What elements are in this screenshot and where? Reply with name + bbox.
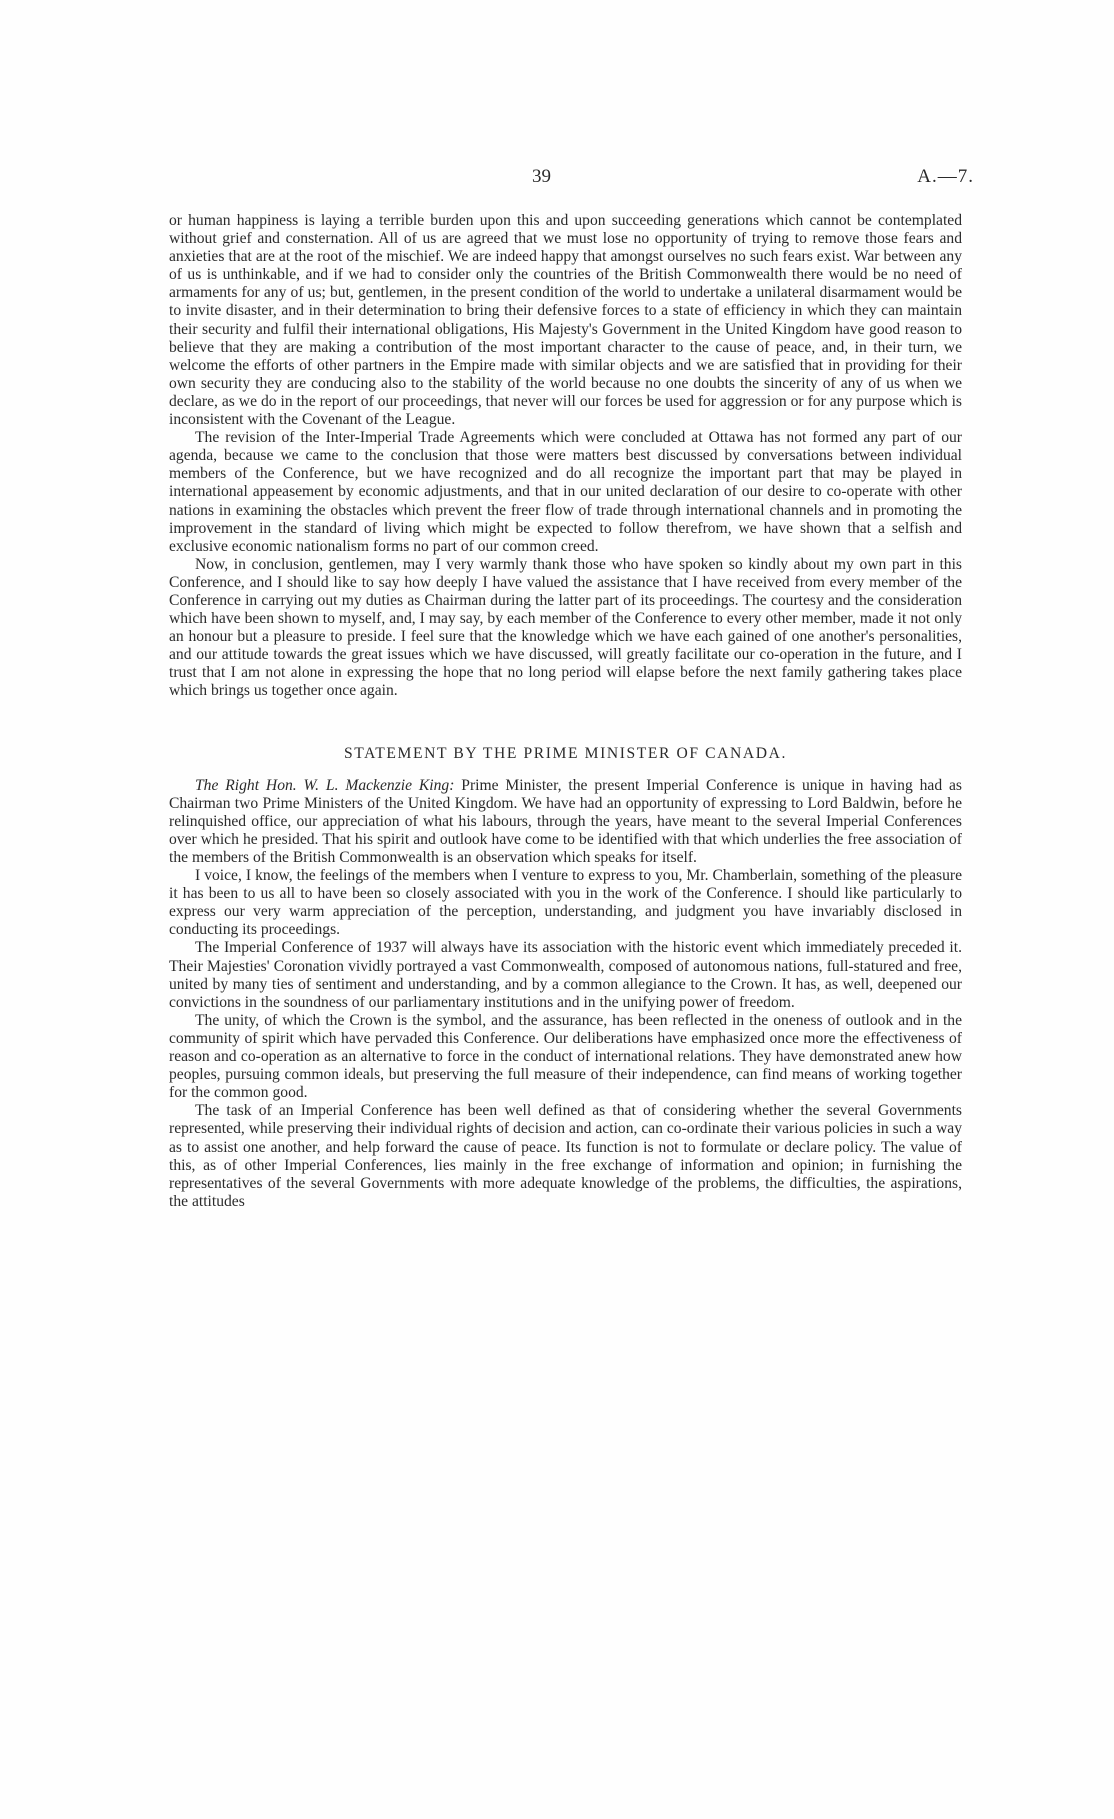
section-heading: STATEMENT BY THE PRIME MINISTER OF CANADA. xyxy=(344,744,787,762)
paragraph: The revision of the Inter-Imperial Trade Agreements which were concluded at Ottawa has not formed any part of our agenda, because we came to the conclusion that those were matters best discussed by conversations between individual members of the Conference, but we have recognized and do all recognize the important part that may be played in international appeasement by economic adjustments, and that in our united declaration of our desire to co-operate with other nations in examining the obstacles which prevent the freer flow of trade through international channels and in promoting the improvement in the standard of living which might be expected to follow therefrom, we have shown that a selfish and exclusive economic nationalism forms no part of our common creed. xyxy=(169,429,962,555)
paragraph: The Imperial Conference of 1937 will always have its association with the historic event which immediately preceded it. Their Majesties' Coronation vividly portrayed a vast Commonwealth, composed of autonomous nations, full-statured and free, united by many ties of sentiment and understanding, and by a common allegiance to the Crown. It has, as well, deepened our convictions in the soundness of our parliamentary institutions and in the unifying power of freedom. xyxy=(169,939,962,1011)
paragraph: Now, in conclusion, gentlemen, may I very warmly thank those who have spoken so kindly about my own part in this Conference, and I should like to say how deeply I have valued the assistance that I have received from every member of the Conference in carrying out my duties as Chairman during the latter part of its proceedings. The courtesy and the consideration which have been shown to myself, and, I may say, by each member of the Conference to every other member, made it not only an honour but a pleasure to preside. I feel sure that the knowledge which we have each gained of one another's personalities, and our attitude towards the great issues which we have discussed, will greatly facilitate our co-operation in the future, and I trust that I am not alone in expressing the hope that no long period will elapse before the next family gathering takes place which brings us together once again. xyxy=(169,555,962,700)
speaker-name: The Right Hon. W. L. Mackenzie King: xyxy=(195,776,455,794)
body-text xyxy=(169,212,962,1211)
paragraph: or human happiness is laying a terrible burden upon this and upon succeeding generations which cannot be contemplated without grief and consternation. All of us are agreed that we must lose no opportunity of trying to remove those fears and anxieties that are at the root of the mischief. We are indeed happy that amongst ourselves no such fears exist. War between any of us is unthinkable, and if we had to consider only the countries of the British Commonwealth there would be no need of armaments for any of us; but, gentlemen, in the present condition of the world to undertake a unilateral disarmament would be to invite disaster, and in their determination to bring their defensive forces to a state of efficiency in which they can maintain their security and fulfil their international obligations, His Majesty's Government in the United Kingdom have good reason to believe that they are making a contribution of the most important character to the cause of peace, and, in their turn, we welcome the efforts of other partners in the Empire made with similar objects and we are satisfied that in providing for their own security they are conducing also to the stability of the world because no one doubts the sincerity of any of us when we declare, as we do in the report of our proceedings, that never will our forces be used for aggression or for any purpose which is inconsistent with the Covenant of the League. xyxy=(169,212,962,429)
paragraph xyxy=(169,777,962,867)
page-number: 39 xyxy=(532,166,551,187)
page-header xyxy=(0,166,1114,190)
paragraph: I voice, I know, the feelings of the members when I venture to express to you, Mr. Chamberlain, something of the pleasure it has been to us all to have been so closely associated with you in the work of the Conference. I should like particularly to express our very warm appreciation of the perception, understanding, and judgment you have invariably disclosed in conducting its proceedings. xyxy=(169,867,962,939)
document-reference: A.—7. xyxy=(917,166,974,187)
paragraph-text: Prime Minister, the present Imperial Conference is unique in having had as Chairman two Prime Ministers of the United Kingdom. We have had an opportunity of expressing to Lord Baldwin, before he relinquished office, our appreciation of what his labours, through the years, have meant to the several Imperial Conferences over which he presided. That his spirit and outlook have come to be identified with that which underlies the free association of the members of the British Commonwealth is an observation which speaks for itself. xyxy=(169,776,962,866)
paragraph: The task of an Imperial Conference has been well defined as that of considering whether the several Governments represented, while preserving their individual rights of decision and action, can co-ordinate their various policies in such a way as to assist one another, and help forward the cause of peace. Its function is not to formulate or declare policy. The value of this, as of other Imperial Conferences, lies mainly in the free exchange of information and opinion; in furnishing the representatives of the several Governments with more adequate knowledge of the problems, the difficulties, the aspirations, the attitudes xyxy=(169,1102,962,1210)
paragraph: The unity, of which the Crown is the symbol, and the assurance, has been reflected in the oneness of outlook and in the community of spirit which have pervaded this Conference. Our deliberations have emphasized once more the effectiveness of reason and co-operation as an alternative to force in the conduct of international relations. They have demonstrated anew how peoples, pursuing common ideals, but preserving the full measure of their independence, can find means of working together for the common good. xyxy=(169,1011,962,1102)
